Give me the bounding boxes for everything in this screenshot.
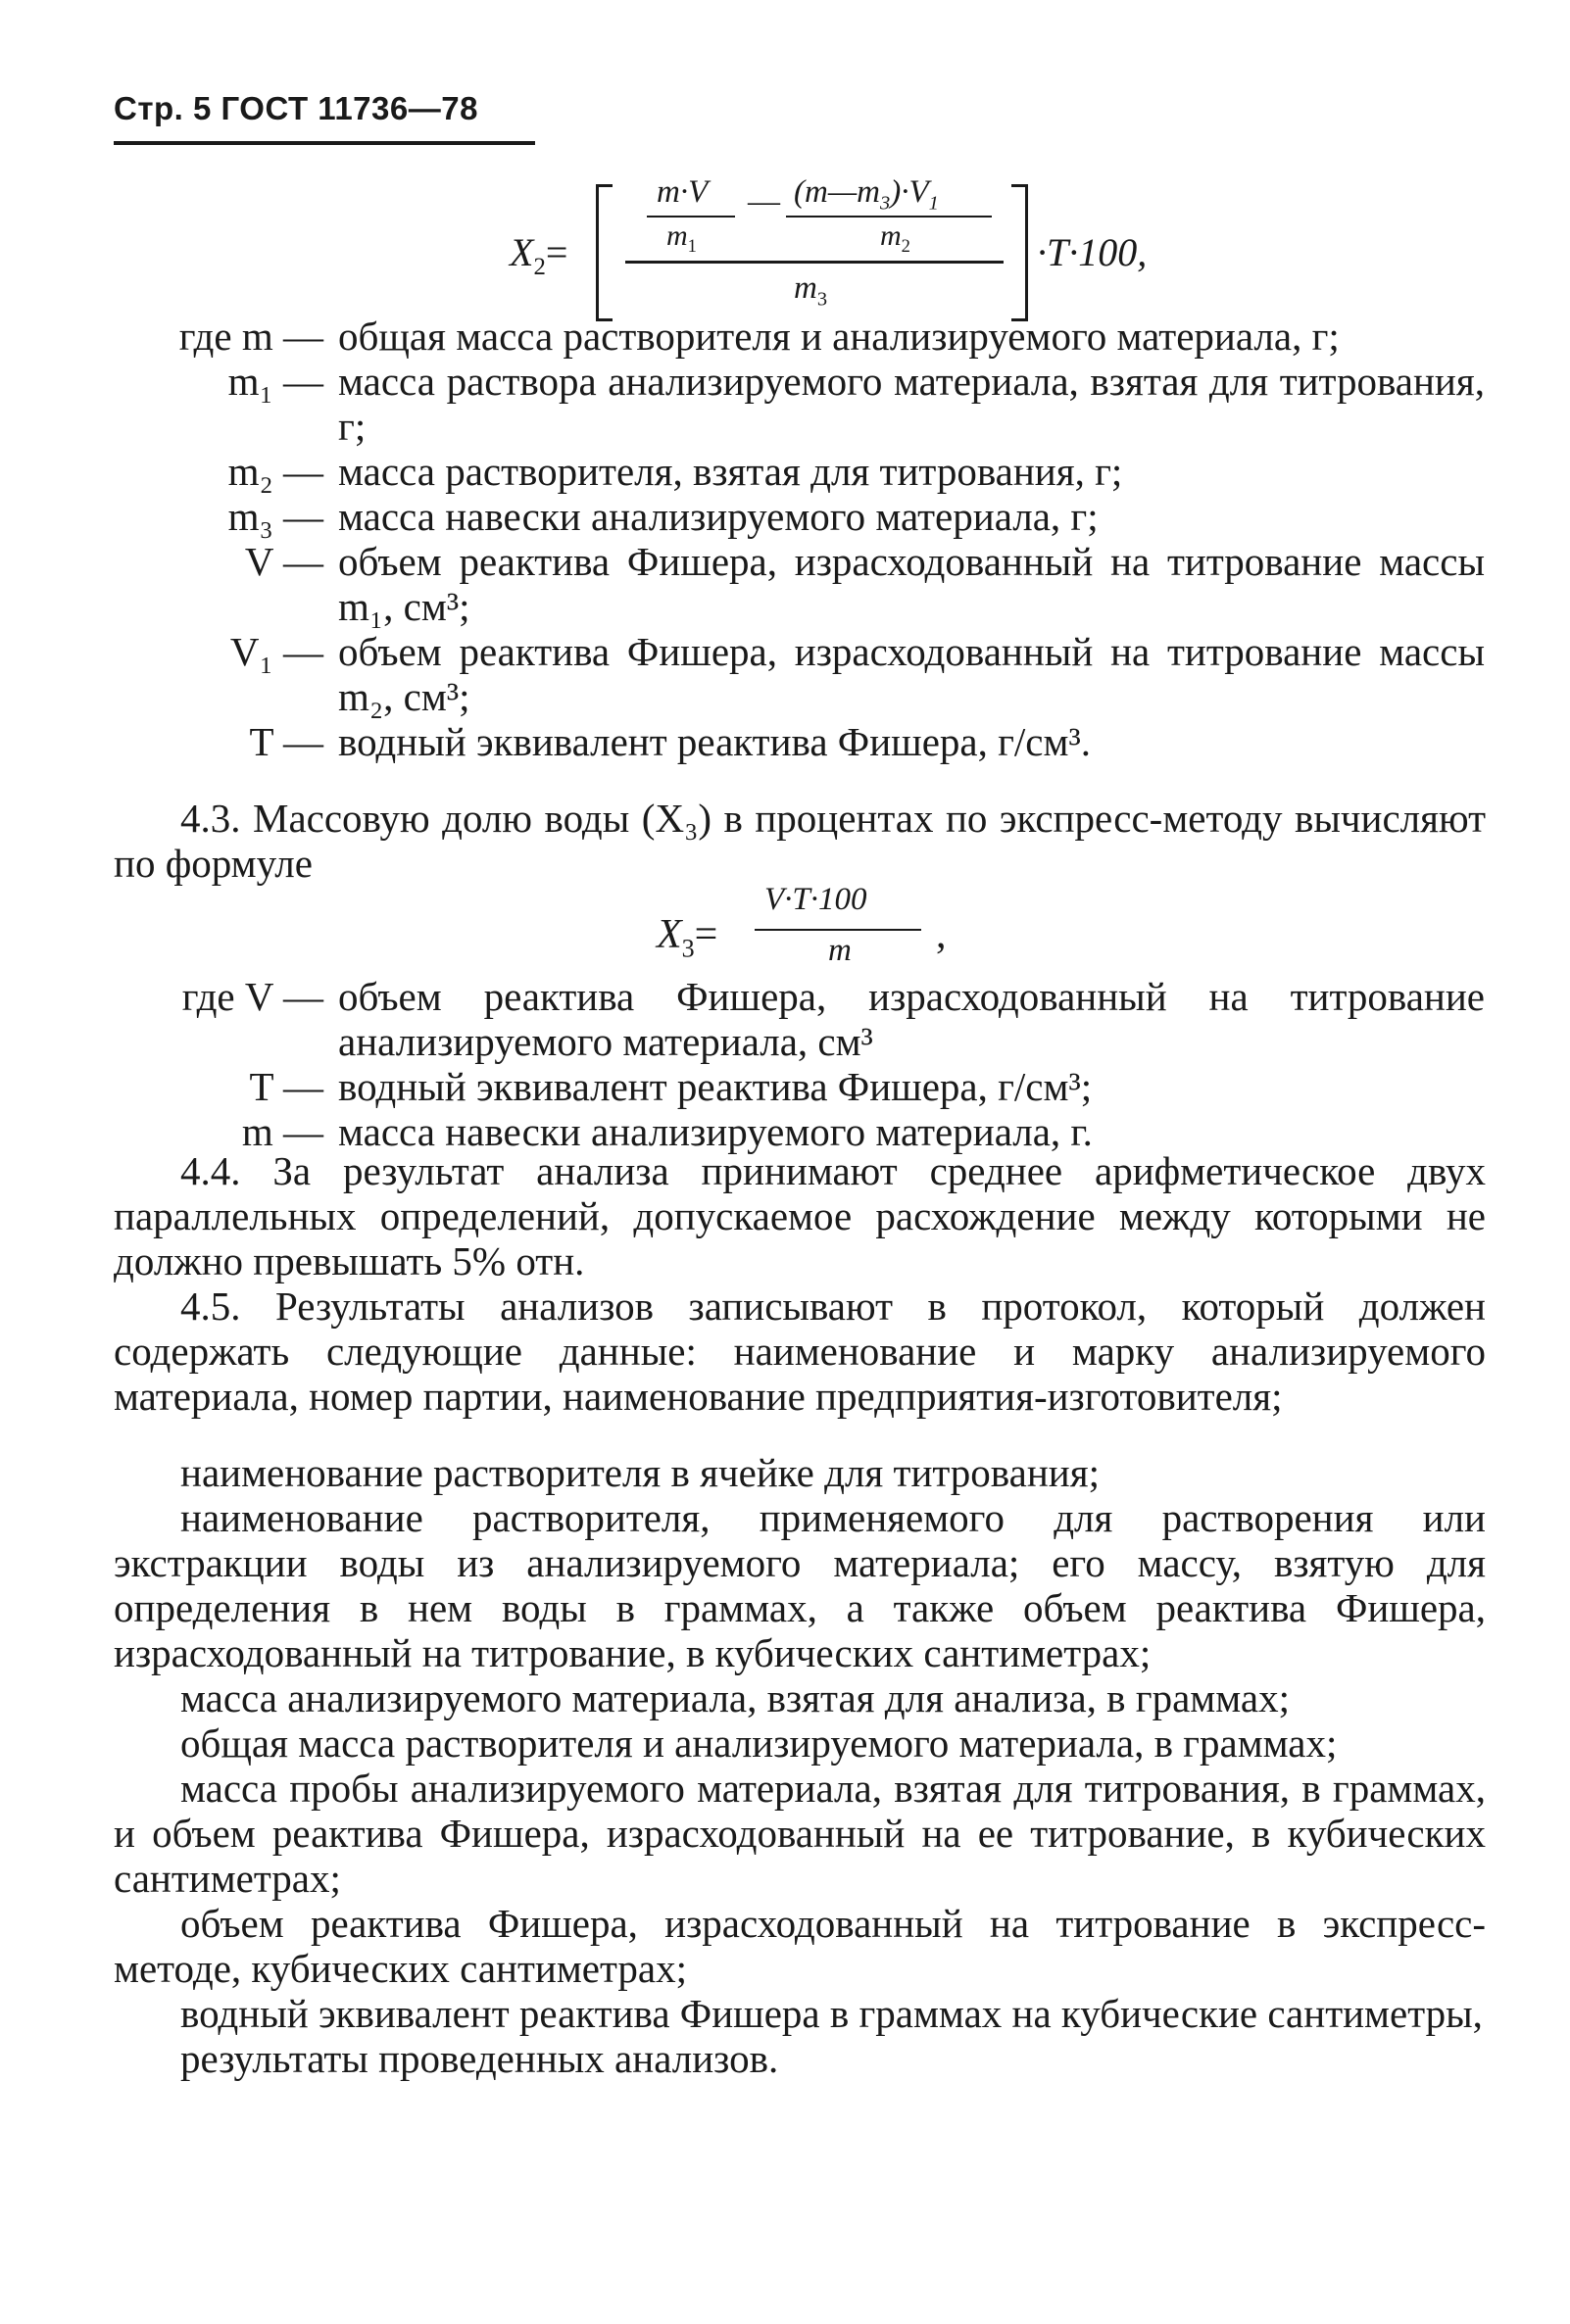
definition-item: V₁ — объем реактива Фишера, израсходованный на титрование массы m₂, см³;: [229, 629, 1485, 719]
formula-x3-numerator: V·T·100: [764, 882, 867, 917]
protocol-item: объем реактива Фишера, израсходованный на титрование в экспресс-методе, кубических сантиметрах;: [114, 1901, 1486, 1991]
formula-x3-denominator: m: [828, 933, 852, 968]
protocol-item: водный эквивалент реактива Фишера в граммах на кубические сантиметры,: [180, 1991, 1483, 2036]
definition-item: где m — общая масса растворителя и анализируемого материала, г;: [178, 314, 1340, 359]
formula-x3: [657, 882, 970, 974]
protocol-item: наименование растворителя, применяемого для растворения или экстракции воды из анализируемого материала; его массу, взятую для определения в нем воды в граммах, а также объем реактива Фишера, израсходованный на титрование, в кубических сантиметрах;: [114, 1495, 1486, 1675]
formula-x2-lhs: $X_2=$: [510, 230, 568, 280]
definition-item: V — объем реактива Фишера, израсходованный на титрование массы m₁, см³;: [244, 539, 1485, 629]
fraction-bar: [786, 216, 992, 218]
protocol-item: масса анализируемого материала, взятая для анализа, в граммах;: [180, 1675, 1291, 1720]
protocol-item: общая масса растворителя и анализируемого материала, в граммах;: [180, 1720, 1338, 1766]
fraction-bar: [755, 929, 921, 931]
protocol-item: результаты проведенных анализов.: [180, 2036, 779, 2081]
header-rule: [114, 141, 535, 145]
formula-x2-numerator-1: m·V: [657, 174, 709, 210]
main-fraction-bar: [625, 261, 1004, 264]
formula-x2-tail: ·T·100,: [1037, 230, 1148, 274]
right-bracket: [1011, 184, 1028, 321]
definition-item: m — масса навески анализируемого материала, г.: [241, 1109, 1093, 1154]
protocol-item: масса пробы анализируемого материала, взятая для титрования, в граммах, и объем реактива Фишера, израсходованный на ее титрование, в кубических сантиметрах;: [114, 1766, 1486, 1901]
protocol-item: наименование растворителя в ячейке для титрования;: [180, 1450, 1100, 1495]
protocol-items: [114, 1450, 1486, 2081]
definition-item: m₁ — масса раствора анализируемого материала, взятая для титрования, г;: [227, 359, 1485, 449]
definition-item: m₂ — масса растворителя, взятая для титрования, г;: [227, 449, 1123, 494]
formula-x3-comma: ,: [936, 912, 947, 957]
definitions-x3: [0, 974, 1570, 1154]
definition-item: m₃ — масса навески анализируемого материала, г;: [227, 494, 1099, 539]
definition-item: T — водный эквивалент реактива Фишера, г/см³.: [249, 719, 1091, 764]
paragraph-4-4: 4.4. За результат анализа принимают среднее арифметическое двух параллельных определений, допускаемое расхождение между которыми не должно превышать 5% отн.: [114, 1148, 1486, 1283]
formula-x2-numerator-2: $(m—m_3)\cdot V_1$: [794, 174, 939, 215]
formula-x2-minus: —: [748, 184, 780, 219]
left-bracket: [596, 184, 613, 321]
paragraph-4-3: 4.3. Массовую долю воды (X₃) в процентах по экспресс-методу вычисляют по формуле: [114, 796, 1486, 886]
formula-x2-denominator-2: $m_2$: [880, 219, 910, 257]
page-header: Стр. 5 ГОСТ 11736—78: [114, 90, 478, 126]
fraction-bar: [647, 216, 735, 218]
formula-x2: [510, 169, 1196, 325]
definition-item: где V — объем реактива Фишера, израсходованный на титрование анализируемого материала, см³: [181, 974, 1485, 1064]
formula-x2-denominator-1: $m_1$: [666, 219, 697, 257]
definitions-x2: [0, 314, 1570, 764]
definition-item: T — водный эквивалент реактива Фишера, г/см³;: [249, 1064, 1093, 1109]
paragraph-4-5: 4.5. Результаты анализов записывают в протокол, который должен содержать следующие данные: наименование и марку анализируемого материала, номер партии, наименование предприятия-изготовителя;: [114, 1283, 1486, 1419]
formula-x2-main-denominator: $m_3$: [794, 270, 828, 311]
formula-x3-lhs: $X_3=$: [657, 912, 718, 963]
